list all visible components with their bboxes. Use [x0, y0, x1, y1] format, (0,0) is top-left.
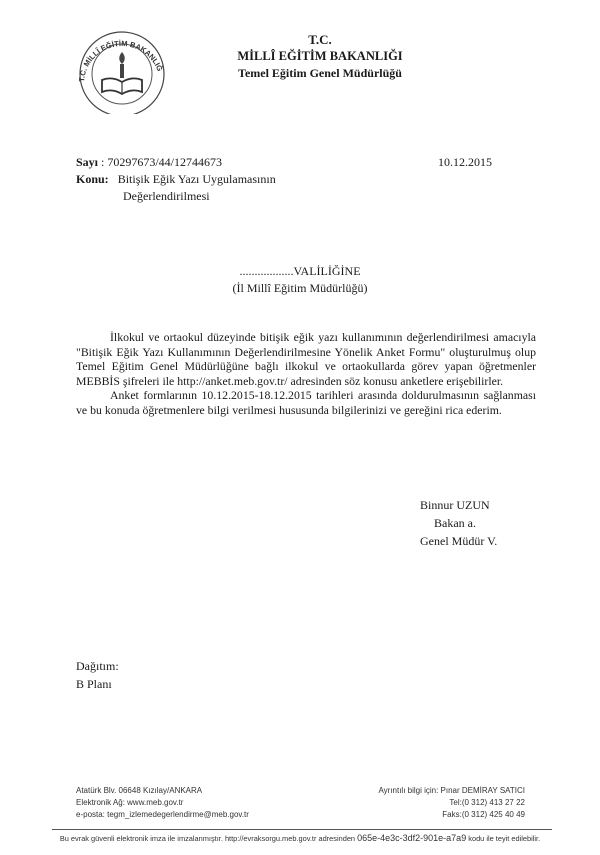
body-paragraph-2: Anket formlarının 10.12.2015-18.12.2015 tarihleri arasında doldurulmasının sağlanması ve bu konuda öğretmenlere bilgi verilmesi hususunda bilgilerinizi ve gereğini rica ederim. — [76, 388, 536, 417]
header-tc: T.C. — [308, 32, 332, 47]
konu-value-line2: Değerlendirilmesi — [123, 189, 210, 203]
signature-block — [420, 496, 560, 550]
konu-row — [76, 172, 276, 187]
sayi-label: Sayı — [76, 155, 99, 169]
distribution-label: Dağıtım: — [76, 659, 119, 673]
sayi-row — [76, 155, 222, 170]
distribution-value: B Planı — [76, 677, 112, 691]
verification-code: 065e-4e3c-3df2-901e-a7a9 — [357, 833, 467, 843]
footer-fax: Faks:(0 312) 425 40 49 — [442, 810, 525, 819]
footer-email: e-posta: tegm_izlemedegerlendirme@meb.gov.tr — [76, 810, 249, 819]
meb-logo — [70, 22, 170, 114]
footer-tel: Tel:(0 312) 413 27 22 — [449, 798, 525, 807]
footer-verification-note — [0, 832, 600, 845]
body-paragraph-1: İlkokul ve ortaokul düzeyinde bitişik eğik yazı kullanımının değerlendirilmesi amacıyla "Bitişik Eğik Yazı Kullanımının Değerlendirilmesine Yönelik Anket Formu" oluşturulmuş olup Temel Eğitim Genel Müdürlüğüne bağlı ilkokul ve ortaokullarda görev yapan öğretmenler MEBBİS şifreleri ile http://anket.meb.gov.tr/ adresinden söz konusu anketlere erişebilirler. — [76, 330, 536, 388]
distribution — [76, 657, 119, 693]
footer-contact-person: Ayrıntılı bilgi için: Pınar DEMİRAY SATICI — [378, 786, 525, 795]
addressee: ..................VALİLİĞİNE — [239, 264, 361, 278]
signatory-title: Genel Müdür V. — [420, 534, 498, 548]
addressee-sub: (İl Millî Eğitim Müdürlüğü) — [232, 281, 368, 295]
sayi-value: : 70297673/44/12744673 — [101, 155, 223, 169]
signatory-name: Binnur UZUN — [420, 498, 490, 512]
header-ministry: MİLLÎ EĞİTİM BAKANLIĞI — [237, 49, 403, 63]
logo-text: T.C. MİLLÎ EĞİTİM BAKANLIĞ — [76, 38, 165, 83]
footer-divider — [52, 829, 552, 830]
konu-value-line1: Bitişik Eğik Yazı Uygulamasının — [117, 172, 276, 186]
letter-body — [76, 330, 536, 417]
document-date: 10.12.2015 — [438, 155, 492, 169]
konu-label: Konu: — [76, 172, 109, 186]
header-directorate: Temel Eğitim Genel Müdürlüğü — [238, 66, 402, 80]
footer-contact-left — [76, 785, 346, 821]
footer-address: Atatürk Blv. 06648 Kızılay/ANKARA — [76, 786, 203, 795]
signatory-role: Bakan a. — [434, 516, 476, 530]
footer-web: Elektronik Ağ: www.meb.gov.tr — [76, 798, 184, 807]
footer-contact-right — [330, 785, 525, 821]
verification-text: Bu evrak güvenli elektronik imza ile imzalanmıştır. http://evraksorgu.meb.gov.tr adresinden — [59, 834, 356, 843]
svg-text:T.C. MİLLÎ EĞİTİM BAKANLIĞI — [70, 22, 165, 82]
verification-suffix: kodu ile teyit edilebilir. — [468, 834, 541, 843]
